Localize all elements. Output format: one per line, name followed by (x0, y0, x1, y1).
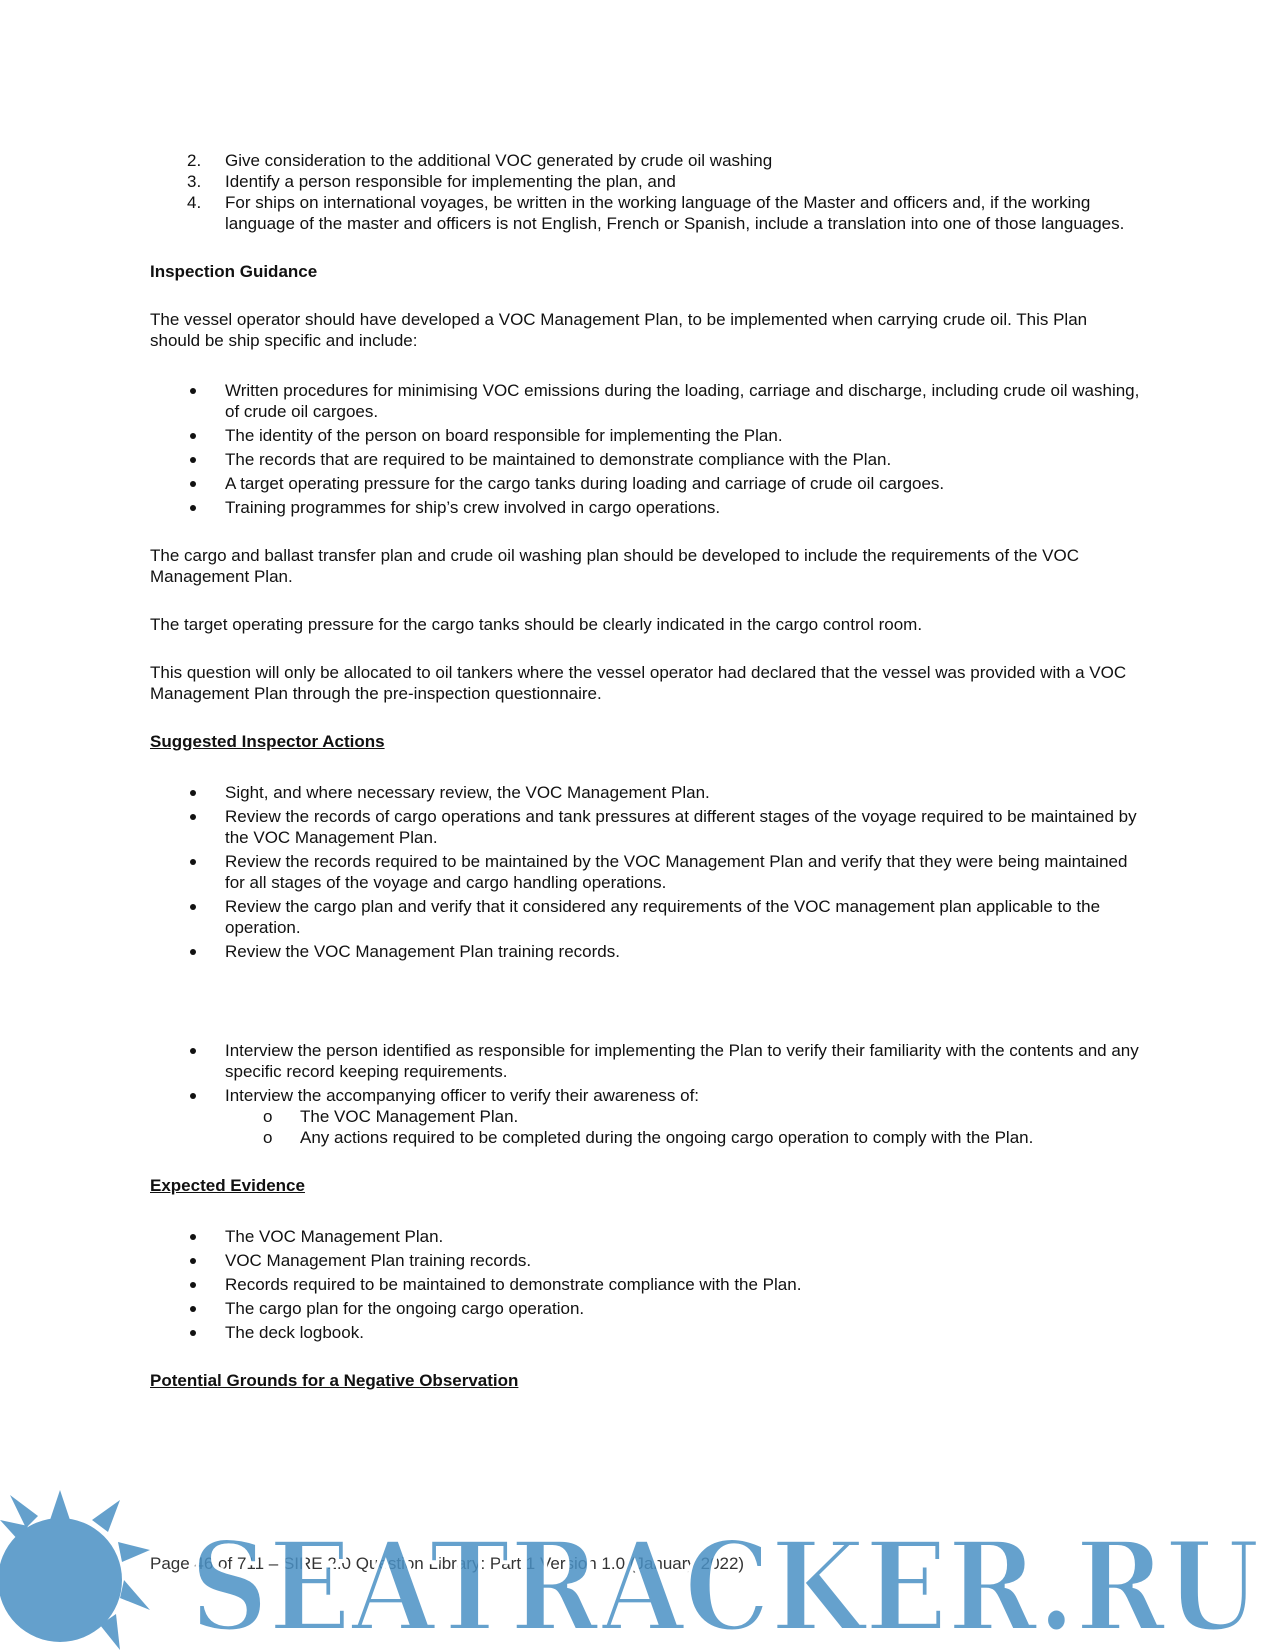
sunburst-icon (0, 1490, 150, 1650)
sub-list-item (225, 1127, 1140, 1148)
bullet-icon (190, 1306, 196, 1312)
list-item-text: The identity of the person on board responsible for implementing the Plan. (225, 426, 783, 445)
list-item-text: For ships on international voyages, be written in the working language of the Master and officers and, if the working language of the master and officers is not English, French or Spanish, include a translation into one of those languages. (225, 193, 1125, 233)
bullet-icon (190, 1093, 196, 1099)
expected-evidence-heading: Expected Evidence (150, 1176, 305, 1195)
list-number: 2. (187, 151, 202, 170)
list-item-text: Interview the person identified as responsible for implementing the Plan to verify their familiarity with the contents and any specific record keeping requirements. (225, 1041, 1139, 1081)
list-item-text: Give consideration to the additional VOC generated by crude oil washing (225, 151, 773, 170)
list-number: 4. (187, 193, 202, 212)
numbered-list (150, 150, 1140, 234)
bullet-icon (190, 1282, 196, 1288)
list-item (150, 896, 1140, 938)
list-item-text: Written procedures for minimising VOC emissions during the loading, carriage and discharge, including crude oil washing, of crude oil cargoes. (225, 381, 1140, 421)
bullet-icon (190, 481, 196, 487)
list-item (150, 1040, 1140, 1082)
bullet-icon (190, 433, 196, 439)
guidance-intro: The vessel operator should have developed a VOC Management Plan, to be implemented when carrying crude oil. This Plan should be ship specific and include: (150, 310, 1088, 350)
list-item (150, 1274, 1140, 1295)
inspection-guidance-heading: Inspection Guidance (150, 262, 318, 281)
list-item (150, 806, 1140, 848)
guidance-paragraph-3: This question will only be allocated to oil tankers where the vessel operator had declared that the vessel was provided with a VOC Management Plan through the pre-inspection questionnaire. (150, 663, 1127, 703)
guidance-paragraph-1: The cargo and ballast transfer plan and crude oil washing plan should be developed to include the requirements of the VOC Management Plan. (150, 546, 1079, 586)
bullet-icon (190, 505, 196, 511)
list-item (150, 449, 1140, 470)
sub-bullet-list (225, 1106, 1140, 1148)
list-item-text: Review the VOC Management Plan training records. (225, 942, 620, 961)
watermark-text: SEATRACKER.RU (190, 1515, 1260, 1650)
list-item (150, 171, 1140, 192)
list-item-text: Training programmes for ship’s crew involved in cargo operations. (225, 498, 721, 517)
page-content (150, 150, 1140, 1391)
expected-evidence-list (150, 1226, 1140, 1343)
list-item-text: The VOC Management Plan. (225, 1227, 444, 1246)
bullet-icon (190, 388, 196, 394)
list-item (150, 425, 1140, 446)
list-item-text: Records required to be maintained to demonstrate compliance with the Plan. (225, 1275, 802, 1294)
list-item (150, 1085, 1140, 1148)
list-item-text: Interview the accompanying officer to verify their awareness of: (225, 1086, 700, 1105)
list-item (150, 1298, 1140, 1319)
list-item (150, 473, 1140, 494)
bullet-icon (190, 790, 196, 796)
bullet-icon (190, 1234, 196, 1240)
list-item (150, 150, 1140, 171)
list-item-text: The deck logbook. (225, 1323, 364, 1342)
list-item (150, 941, 1140, 962)
list-item-text: The cargo plan for the ongoing cargo operation. (225, 1299, 585, 1318)
list-item (150, 497, 1140, 518)
list-item-text: Review the records of cargo operations and tank pressures at different stages of the voyage required to be maintained by the VOC Management Plan. (225, 807, 1137, 847)
circle-bullet-icon: o (263, 1107, 273, 1126)
bullet-icon (190, 457, 196, 463)
bullet-icon (190, 1258, 196, 1264)
list-item (150, 851, 1140, 893)
list-item (150, 1226, 1140, 1247)
negative-observation-heading: Potential Grounds for a Negative Observation (150, 1371, 519, 1390)
list-item-text: Identify a person responsible for implementing the plan, and (225, 172, 676, 191)
list-item-text: Review the records required to be maintained by the VOC Management Plan and verify that they were being maintained for all stages of the voyage and cargo handling operations. (225, 852, 1128, 892)
list-item (150, 380, 1140, 422)
inspector-interview-list (150, 1040, 1140, 1148)
bullet-icon (190, 859, 196, 865)
list-item-text: Any actions required to be completed during the ongoing cargo operation to comply with the Plan. (300, 1128, 1034, 1147)
inspector-actions-list (150, 782, 1140, 962)
list-item-text: The VOC Management Plan. (300, 1107, 519, 1126)
list-number: 3. (187, 172, 202, 191)
list-item (150, 192, 1140, 234)
circle-bullet-icon: o (263, 1128, 273, 1147)
bullet-icon (190, 949, 196, 955)
bullet-icon (190, 904, 196, 910)
bullet-icon (190, 814, 196, 820)
list-item (150, 1322, 1140, 1343)
list-item-text: The records that are required to be maintained to demonstrate compliance with the Plan. (225, 450, 892, 469)
list-item-text: A target operating pressure for the cargo tanks during loading and carriage of crude oil cargoes. (225, 474, 945, 493)
list-item-text: Sight, and where necessary review, the VOC Management Plan. (225, 783, 710, 802)
bullet-icon (190, 1048, 196, 1054)
guidance-bullet-list (150, 380, 1140, 518)
page-footer: Page 46 of 711 – SIRE 2.0 Question Library: Part 1 Version 1.0 (January 2022) (150, 1554, 745, 1573)
list-item (150, 1250, 1140, 1271)
inspector-actions-heading: Suggested Inspector Actions (150, 732, 385, 751)
list-item-text: VOC Management Plan training records. (225, 1251, 532, 1270)
list-item (150, 782, 1140, 803)
guidance-paragraph-2: The target operating pressure for the cargo tanks should be clearly indicated in the cargo control room. (150, 615, 923, 634)
bullet-icon (190, 1330, 196, 1336)
sub-list-item (225, 1106, 1140, 1127)
list-item-text: Review the cargo plan and verify that it considered any requirements of the VOC management plan applicable to the operation. (225, 897, 1101, 937)
